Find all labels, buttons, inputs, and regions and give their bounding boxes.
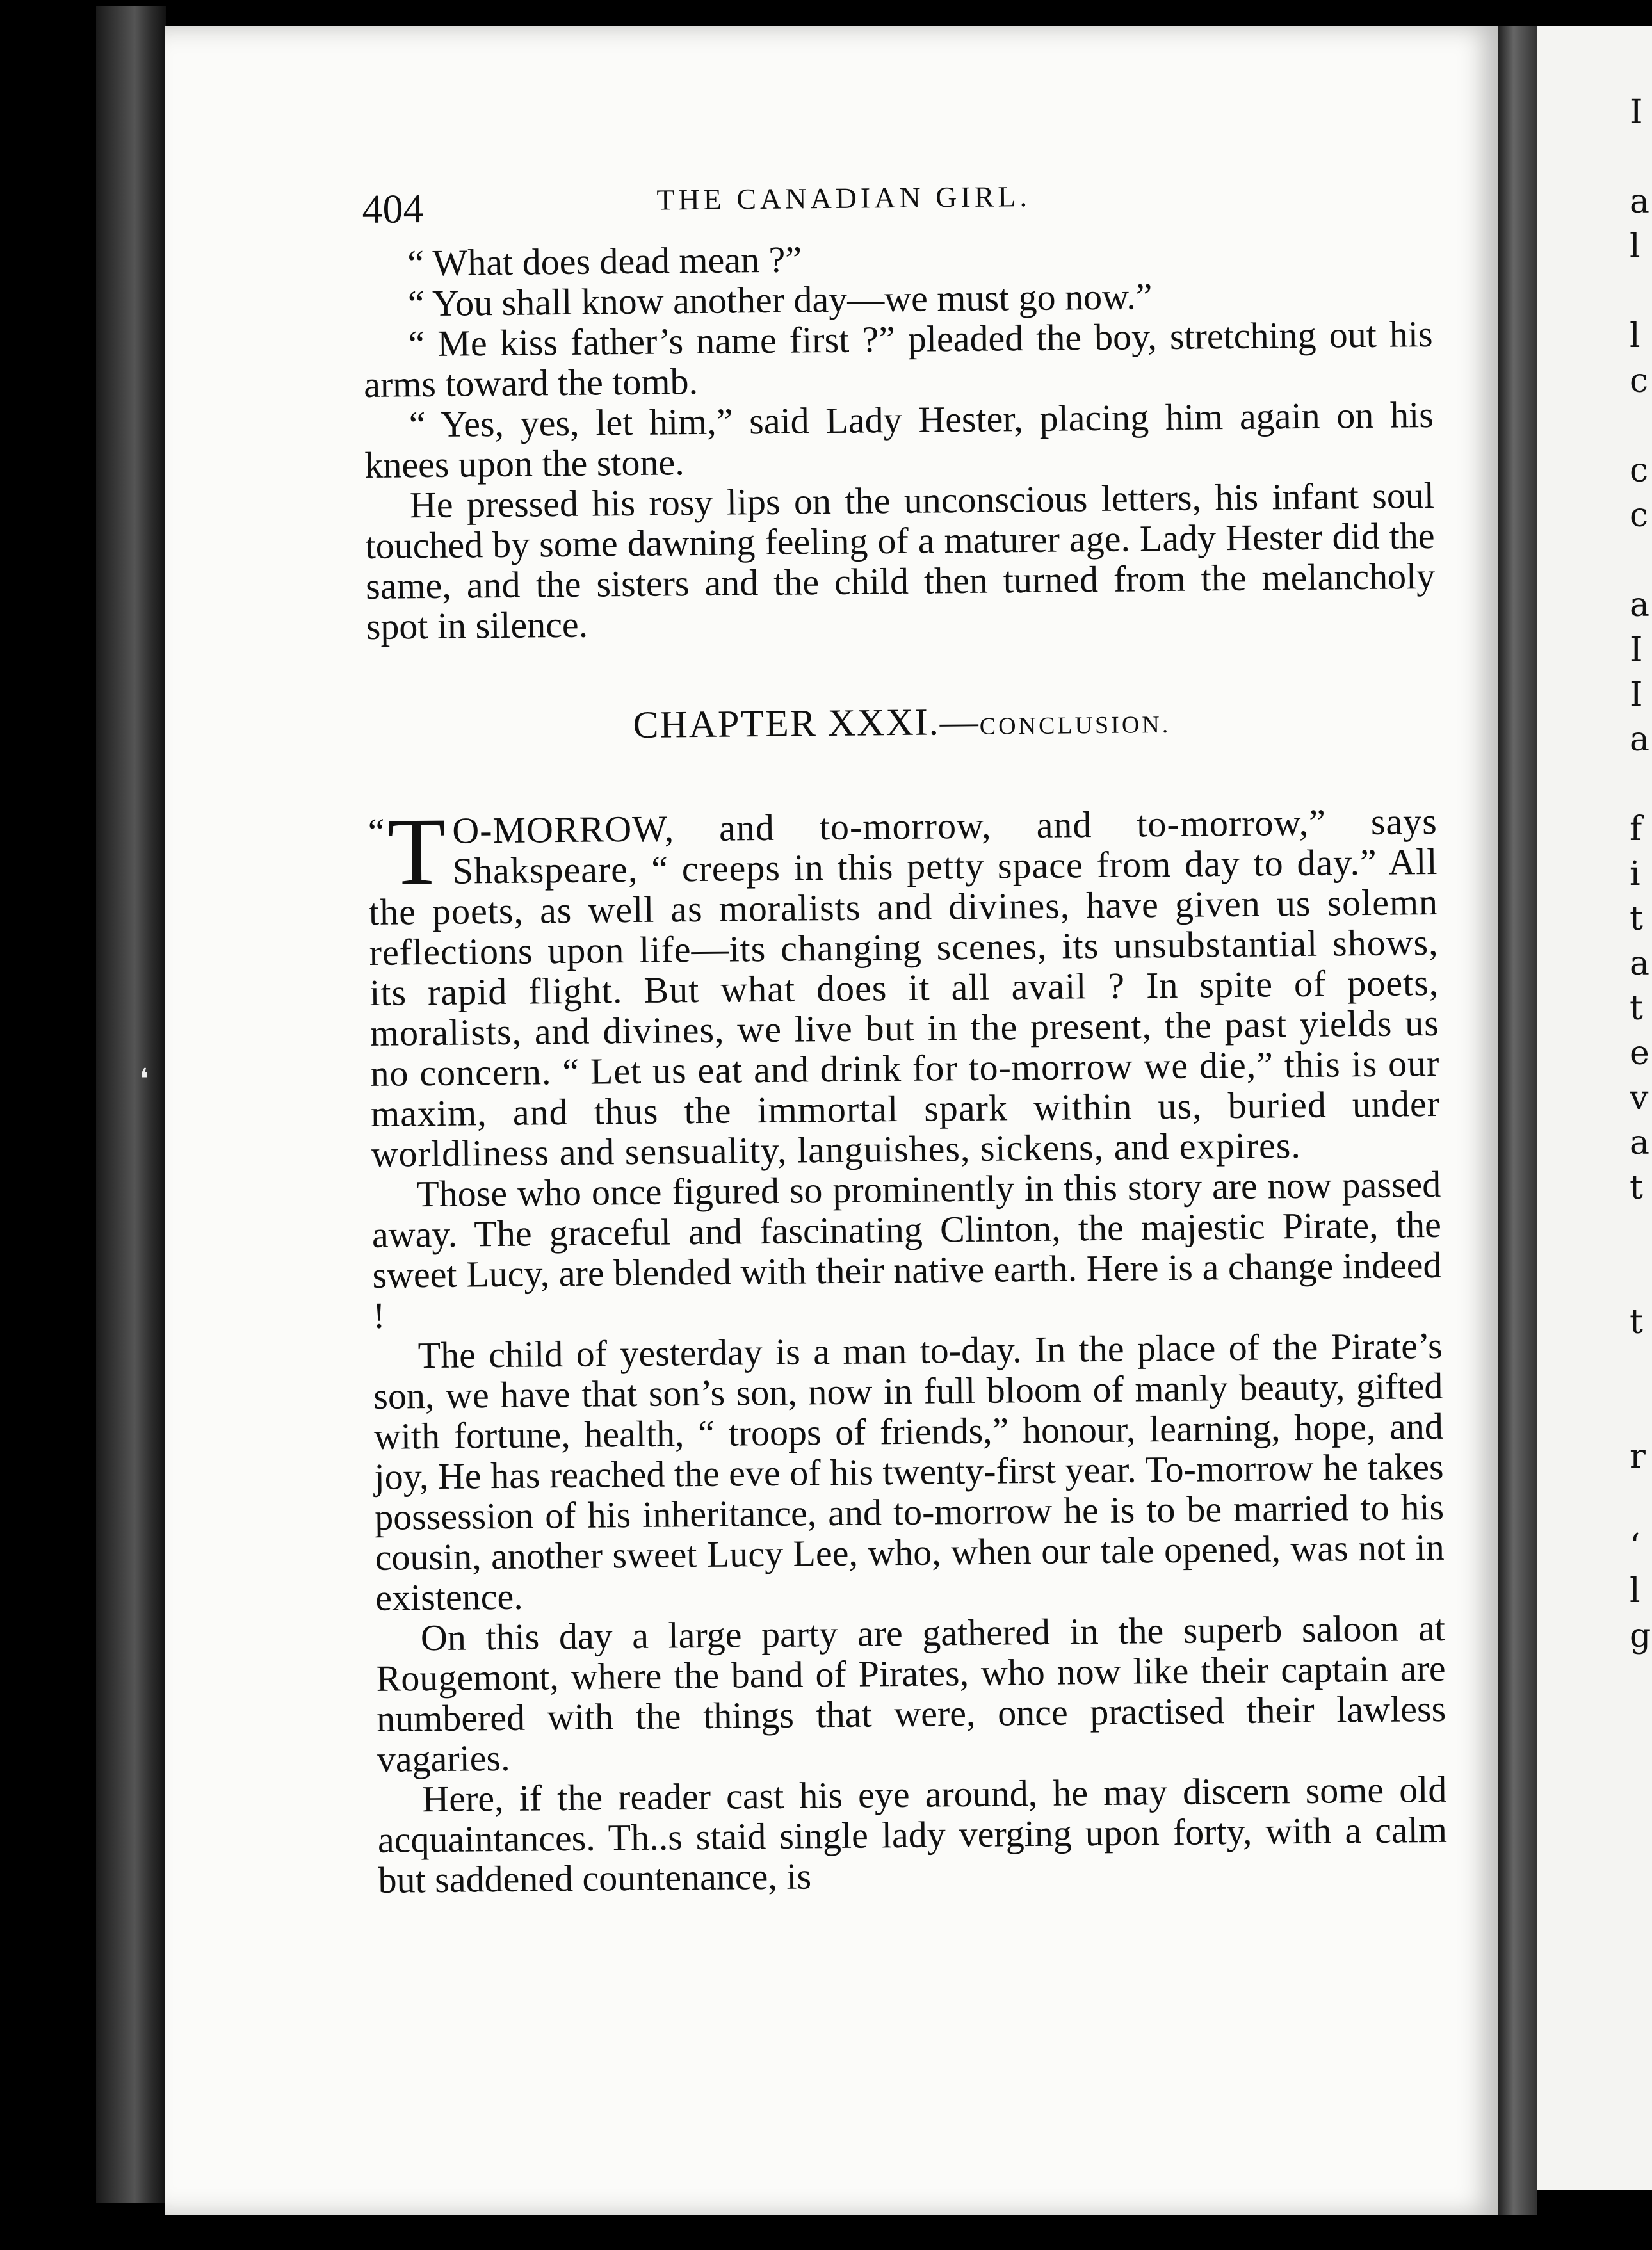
chapter-subtitle: CONCLUSION. xyxy=(979,711,1171,740)
paragraph: “ Me kiss father’s name first ?” pleaded the boy, stretching out his arms toward the tomb. xyxy=(363,312,1433,405)
opening-text: O-MORROW, and to-morrow, and to-morrow,” says Shakspeare, “ creeps in this petty space from day to day.” All the poets, as well as moralists and divines, have given us solemn reflections upon life—its changing scenes, its unsubstantial shows, its rapid flight. But what does it all avail ? In spite of poets, moralists, and divines, we live but in the present, the past yields us no concern. “ Let us eat and drink for to-morrow we die,” this is our maxim, and thus the immortal spark within us, buried under worldliness and sensuality, languishes, sickens, and expires. xyxy=(368,800,1441,1175)
facing-page-letter xyxy=(1630,1210,1652,1255)
paragraph: The child of yesterday is a man to-day. In the place of the Pirate’s son, we have that son’s son, now in full bloom of manly beauty, gifted with fortune, health, “ troops of friends,” honour, learning, hope, and joy, He has reached the eve of his twenty-first year. To-morrow he takes possession of his inheritance, and to-morrow he is to be married to his cousin, another sweet Lucy Lee, who, when our tale opened, was not in existence. xyxy=(373,1324,1445,1619)
paragraph: He pressed his rosy lips on the unconscious letters, his infant soul touched by some dawning feeling of a maturer age. Lady Hester did the same, and the sisters and the child then turned from the melancholy spot in silence. xyxy=(365,474,1436,647)
running-title: THE CANADIAN GIRL. xyxy=(656,179,1032,216)
facing-page-letter: i xyxy=(1630,855,1640,893)
chapter-title: CHAPTER XXXI.— xyxy=(633,700,980,746)
running-head xyxy=(362,163,1432,243)
facing-page-letter: v xyxy=(1630,1079,1649,1117)
facing-page-letter: f xyxy=(1630,810,1642,848)
facing-page-letter: a xyxy=(1630,944,1650,983)
facing-page-letter: l xyxy=(1630,317,1640,355)
opening-quote-mark: “ xyxy=(368,810,385,852)
facing-page-letter: l xyxy=(1630,227,1640,266)
facing-page-letter: t xyxy=(1630,989,1643,1028)
paragraph: “ You shall know another day—we must go now.” xyxy=(407,275,1153,325)
book-binding-edge xyxy=(96,6,166,2203)
facing-page-letter xyxy=(1630,1345,1652,1389)
drop-cap: T xyxy=(387,798,447,905)
facing-page-text-edge xyxy=(1630,90,1652,1658)
paragraph: “ What does dead mean ?” xyxy=(407,238,802,284)
facing-page-letter: t xyxy=(1630,1169,1643,1207)
chapter-heading xyxy=(367,695,1437,750)
facing-page-letter xyxy=(1630,538,1652,583)
paragraph: Here, if the reader cast his eye around, he may discern some old acquaintances. Th..s staid single lady verging upon forty, with a calm but saddened countenance, is xyxy=(377,1768,1448,1901)
facing-page-letter: I xyxy=(1630,631,1643,669)
facing-page-letter: l xyxy=(1630,1572,1640,1610)
page-text-block xyxy=(362,163,1448,1900)
facing-page-letter: r xyxy=(1630,1437,1646,1476)
facing-page-letter: g xyxy=(1630,1617,1651,1655)
facing-page-letter: a xyxy=(1630,586,1650,624)
facing-page-letter: a xyxy=(1630,720,1650,759)
chapter-opening-paragraph xyxy=(368,798,1441,1175)
facing-page-letter: ‘ xyxy=(1630,1527,1640,1566)
page-gutter xyxy=(1498,26,1537,2215)
facing-page-letter: t xyxy=(1630,900,1643,938)
facing-page-letter xyxy=(1630,269,1652,314)
paragraph: “ Yes, yes, let him,” said Lady Hester, placing him again on his knees upon the stone. xyxy=(364,393,1434,486)
facing-page-letter: c xyxy=(1630,496,1649,535)
facing-page-letter xyxy=(1630,762,1652,807)
facing-page-letter: c xyxy=(1630,362,1649,400)
paragraph: On this day a large party are gathered in the superb saloon at Rougemont, where the band of Pirates, who now like their captain are numbered with the things that were, once practised their lawless vagaries. xyxy=(376,1607,1446,1780)
facing-page-letter: I xyxy=(1630,93,1643,131)
paragraph: Those who once figured so prominently in this story are now passed away. The graceful and fascinating Clinton, the majestic Pirate, the sweet Lucy, are blended with their native earth. Here is a change indeed ! xyxy=(371,1163,1442,1336)
facing-page-letter xyxy=(1630,134,1652,179)
page-number: 404 xyxy=(362,186,424,232)
facing-page-letter: a xyxy=(1630,182,1650,221)
facing-page-letter: I xyxy=(1630,676,1643,714)
margin-mark: ❛ xyxy=(140,1063,149,1096)
facing-page-letter xyxy=(1630,403,1652,448)
facing-page-letter xyxy=(1630,1255,1652,1300)
facing-page-letter: c xyxy=(1630,451,1649,490)
facing-page-letter: t xyxy=(1630,1303,1643,1341)
facing-page-letter: a xyxy=(1630,1124,1650,1162)
facing-page-letter: e xyxy=(1630,1034,1649,1072)
facing-page-letter xyxy=(1630,1389,1652,1434)
facing-page-letter xyxy=(1630,1479,1652,1524)
